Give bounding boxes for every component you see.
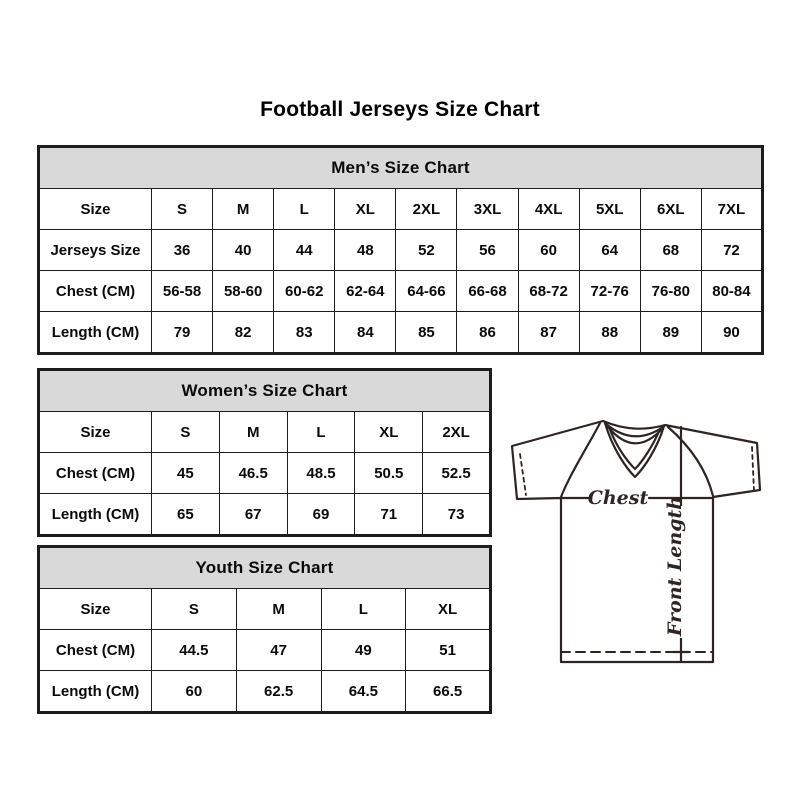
cell: 2XL (423, 412, 491, 453)
page-title: Football Jerseys Size Chart (260, 98, 540, 121)
table-row (39, 453, 491, 494)
cell: 60 (518, 230, 579, 271)
cell: 64.5 (321, 671, 406, 713)
cell: 72-76 (579, 271, 640, 312)
cell: 62-64 (335, 271, 396, 312)
cell: 69 (287, 494, 355, 536)
front-length-measure-label: Front Length (664, 495, 686, 637)
row-label: Length (CM) (39, 312, 152, 354)
cell: 52.5 (423, 453, 491, 494)
left-sleeve-stitch (520, 454, 526, 495)
cell: M (219, 412, 287, 453)
cell: 44.5 (152, 630, 237, 671)
table-row (39, 271, 763, 312)
right-sleeve-stitch (752, 447, 754, 491)
cell: 90 (701, 312, 762, 354)
cell: 71 (355, 494, 423, 536)
cell: M (213, 189, 274, 230)
cell: S (152, 189, 213, 230)
cell: S (152, 412, 220, 453)
table-row (39, 589, 491, 630)
cell: 49 (321, 630, 406, 671)
cell: L (274, 189, 335, 230)
cell: 60-62 (274, 271, 335, 312)
cell: 48 (335, 230, 396, 271)
table-title: Women’s Size Chart (39, 370, 491, 412)
cell: 76-80 (640, 271, 701, 312)
cell: M (236, 589, 321, 630)
cell: XL (406, 589, 491, 630)
cell: 68-72 (518, 271, 579, 312)
cell: 44 (274, 230, 335, 271)
cell: 64 (579, 230, 640, 271)
cell: 45 (152, 453, 220, 494)
cell: 86 (457, 312, 518, 354)
jersey-measurement-diagram (500, 400, 780, 675)
cell: 66-68 (457, 271, 518, 312)
table-row (39, 312, 763, 354)
cell: 6XL (640, 189, 701, 230)
cell: 65 (152, 494, 220, 536)
cell: 68 (640, 230, 701, 271)
cell: 56 (457, 230, 518, 271)
table-row (39, 189, 763, 230)
row-label: Length (CM) (39, 671, 152, 713)
cell: 84 (335, 312, 396, 354)
cell: XL (335, 189, 396, 230)
table-title-row (39, 547, 491, 589)
cell: 50.5 (355, 453, 423, 494)
row-label: Size (39, 589, 152, 630)
cell: L (287, 412, 355, 453)
cell: 2XL (396, 189, 457, 230)
cell: L (321, 589, 406, 630)
table-row (39, 230, 763, 271)
cell: 48.5 (287, 453, 355, 494)
table-row (39, 494, 491, 536)
cell: 88 (579, 312, 640, 354)
table-row (39, 412, 491, 453)
cell: 46.5 (219, 453, 287, 494)
table-title: Men’s Size Chart (39, 147, 763, 189)
table-title: Youth Size Chart (39, 547, 491, 589)
cell: 47 (236, 630, 321, 671)
cell: 40 (213, 230, 274, 271)
cell: 73 (423, 494, 491, 536)
jersey-outline (512, 421, 760, 662)
cell: XL (355, 412, 423, 453)
cell: 3XL (457, 189, 518, 230)
youth-size-table (37, 545, 492, 714)
table-row (39, 630, 491, 671)
row-label: Size (39, 412, 152, 453)
cell: 83 (274, 312, 335, 354)
cell: 5XL (579, 189, 640, 230)
cell: 67 (219, 494, 287, 536)
cell: 79 (152, 312, 213, 354)
cell: 7XL (701, 189, 762, 230)
row-label: Jerseys Size (39, 230, 152, 271)
cell: 89 (640, 312, 701, 354)
cell: 60 (152, 671, 237, 713)
cell: 66.5 (406, 671, 491, 713)
cell: 51 (406, 630, 491, 671)
cell: 82 (213, 312, 274, 354)
cell: 72 (701, 230, 762, 271)
cell: 56-58 (152, 271, 213, 312)
chest-measure-label: Chest (587, 487, 649, 509)
cell: 64-66 (396, 271, 457, 312)
cell: 87 (518, 312, 579, 354)
left-armhole-seam (561, 423, 600, 497)
table-row (39, 671, 491, 713)
cell: 80-84 (701, 271, 762, 312)
row-label: Length (CM) (39, 494, 152, 536)
cell: S (152, 589, 237, 630)
womens-size-table (37, 368, 492, 537)
table-title-row (39, 370, 491, 412)
row-label: Size (39, 189, 152, 230)
right-armhole-seam (668, 427, 713, 496)
cell: 62.5 (236, 671, 321, 713)
mens-size-table (37, 145, 764, 355)
row-label: Chest (CM) (39, 453, 152, 494)
cell: 52 (396, 230, 457, 271)
cell: 36 (152, 230, 213, 271)
cell: 85 (396, 312, 457, 354)
cell: 4XL (518, 189, 579, 230)
row-label: Chest (CM) (39, 630, 152, 671)
table-title-row (39, 147, 763, 189)
row-label: Chest (CM) (39, 271, 152, 312)
cell: 58-60 (213, 271, 274, 312)
